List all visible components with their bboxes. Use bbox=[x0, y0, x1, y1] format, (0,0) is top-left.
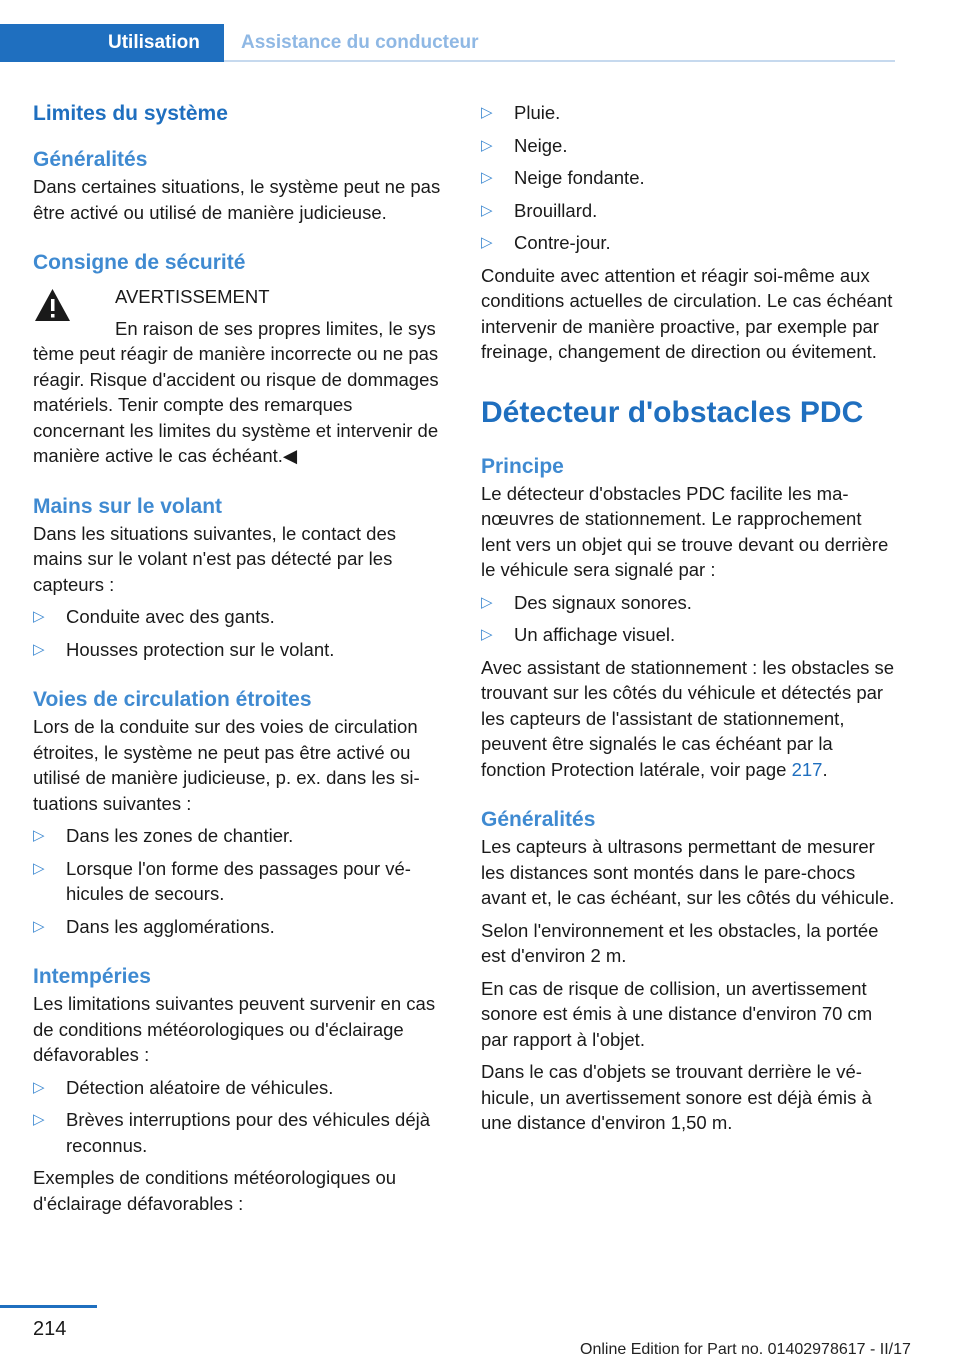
list-item: ▷ Brouillard. bbox=[481, 198, 896, 224]
bullet-triangle-icon: ▷ bbox=[481, 169, 493, 186]
bullet-triangle-icon: ▷ bbox=[481, 104, 493, 121]
heading-mains-volant: Mains sur le volant bbox=[33, 494, 223, 518]
bullet-triangle-icon: ▷ bbox=[481, 136, 493, 154]
list-item: ▷ Pluie. bbox=[481, 100, 896, 126]
bullet-triangle-icon: ▷ bbox=[481, 234, 493, 251]
list-item: ▷ Conduite avec des gants. bbox=[33, 604, 447, 630]
list-item: ▷ Contre-jour. bbox=[481, 230, 896, 256]
list-item: ▷ Neige. bbox=[481, 133, 896, 159]
warning-triangle-icon bbox=[33, 286, 72, 324]
bullet-triangle-icon: ▷ bbox=[33, 859, 45, 877]
list-signaux bbox=[481, 590, 896, 648]
heading-limites-systeme: Limites du système bbox=[33, 102, 228, 125]
paragraph-assistant-stationnement: Avec assistant de stationnement : les obstacles se trouvant sur les côtés du véhicule et détectés par les capteurs de l'assistant de stationnement, peuvent être signalés le cas échéant par la fonction Protection latérale, voir page 217. bbox=[481, 656, 895, 780]
list-item: ▷ Un affichage visuel. bbox=[481, 622, 896, 648]
paragraph-generalites: Dans certaines situations, le système peut ne pas être activé ou utilisé de manière judicieuse. bbox=[33, 176, 441, 223]
paragraph-derriere: Dans le cas d'objets se trouvant derrière le véhicule, un avertissement sonore est déjà émis à une distance d'environ 1,50 m. bbox=[481, 1061, 872, 1133]
list-item: ▷ Housses protection sur le volant. bbox=[33, 637, 447, 663]
bullet-triangle-icon: ▷ bbox=[481, 593, 493, 611]
list-item: ▷ Des signaux sonores. bbox=[481, 590, 896, 616]
paragraph-capteurs: Les capteurs à ultrasons permettant de mesurer les distances sont montés dans le pare-chocs avant et, le cas échéant, sur les côtés du véhicule. bbox=[481, 836, 895, 908]
list-item: ▷ Détection aléatoire de véhicules. bbox=[33, 1075, 447, 1101]
heading-generalites-pdc: Généralités bbox=[481, 808, 596, 831]
list-item: ▷ Dans les agglomérations. bbox=[33, 914, 447, 940]
warning-title: AVERTISSEMENT bbox=[115, 286, 270, 307]
heading-voies-etroites: Voies de circulation étroites bbox=[33, 688, 312, 711]
list-mains-volant bbox=[33, 604, 447, 662]
heading-principe: Principe bbox=[481, 454, 564, 478]
warning-text-first-line: En raison de ses propres limites, le sys bbox=[115, 317, 436, 339]
tab-assistance-conducteur[interactable]: Assistance du conducteur bbox=[241, 32, 479, 53]
list-intemperies bbox=[33, 1075, 447, 1159]
bullet-triangle-icon: ▷ bbox=[33, 608, 45, 625]
tab-utilisation[interactable]: Utilisation bbox=[0, 24, 224, 62]
edition-note: Online Edition for Part no. 01402978617 - II/17 bbox=[580, 1341, 911, 1358]
heading-consigne-securite: Consigne de sécurité bbox=[33, 251, 246, 274]
left-column bbox=[33, 100, 447, 1216]
bullet-triangle-icon: ▷ bbox=[33, 1078, 45, 1096]
bullet-triangle-icon: ▷ bbox=[33, 640, 45, 658]
paragraph-voies-etroites: Lors de la conduite sur des voies de circulation étroites, le système ne peut pas être activé ou utilisé de manière judicieuse, p. ex. dans les situations suivantes : bbox=[33, 716, 420, 814]
heading-detecteur-pdc: Détecteur d'obstacles PDC bbox=[481, 395, 864, 429]
paragraph-principe: Le détecteur d'obstacles PDC facilite les manœuvres de stationnement. Le rapprochement lent vers un objet qui se trouve devant ou derrière le véhicule sera signalé par : bbox=[481, 482, 889, 580]
bullet-triangle-icon: ▷ bbox=[33, 827, 45, 844]
bullet-triangle-icon: ▷ bbox=[481, 626, 493, 643]
heading-generalites: Généralités bbox=[33, 148, 148, 171]
bullet-triangle-icon: ▷ bbox=[33, 917, 45, 935]
list-conditions bbox=[481, 100, 896, 256]
list-item: ▷ Brèves interruptions pour des véhicules déjà reconnus. bbox=[33, 1109, 431, 1156]
paragraph-attention: Conduite avec attention et réagir soi-même aux conditions actuelles de circulation. Le cas échéant intervenir de manière proactive, par exemple par freinage, changement de direction ou évitement. bbox=[481, 264, 893, 362]
paragraph-portee: Selon l'environnement et les obstacles, la portée est d'environ 2 m. bbox=[481, 919, 879, 966]
right-column bbox=[481, 100, 896, 1136]
list-voies-etroites bbox=[33, 823, 447, 939]
paragraph-mains-volant: Dans les situations suivantes, le contact des mains sur le volant n'est pas détecté par les capteurs : bbox=[33, 522, 396, 595]
bullet-triangle-icon: ▷ bbox=[33, 1111, 45, 1128]
list-item: ▷ Lorsque l'on forme des passages pour véhicules de secours. bbox=[33, 857, 411, 904]
paragraph-collision: En cas de risque de collision, un avertissement sonore est émis à une distance d'environ 70 cm par rapport à l'objet. bbox=[481, 977, 873, 1050]
bullet-triangle-icon: ▷ bbox=[481, 201, 493, 219]
list-item: ▷ Neige fondante. bbox=[481, 165, 896, 191]
warning-block bbox=[33, 284, 447, 469]
header-tabs bbox=[0, 24, 895, 62]
page-number: 214 bbox=[33, 1318, 67, 1340]
heading-intemperies: Intempéries bbox=[33, 965, 151, 988]
list-item: ▷ Dans les zones de chantier. bbox=[33, 823, 447, 849]
paragraph-exemples: Exemples de conditions météorologiques ou d'éclairage défavorables : bbox=[33, 1167, 397, 1214]
warning-text: tème peut réagir de manière incorrecte ou ne pas réagir. Risque d'accident ou risque de dommages matériels. Tenir compte des remarques concernant les limites du système et intervenir de manière active le cas échéant.◀ bbox=[33, 343, 439, 466]
footer-rule bbox=[0, 1305, 97, 1308]
page-link-217[interactable]: 217 bbox=[791, 758, 823, 780]
paragraph-intemperies: Les limitations suivantes peuvent survenir en cas de conditions météorologiques ou d'éclairage défavorables : bbox=[33, 993, 436, 1065]
